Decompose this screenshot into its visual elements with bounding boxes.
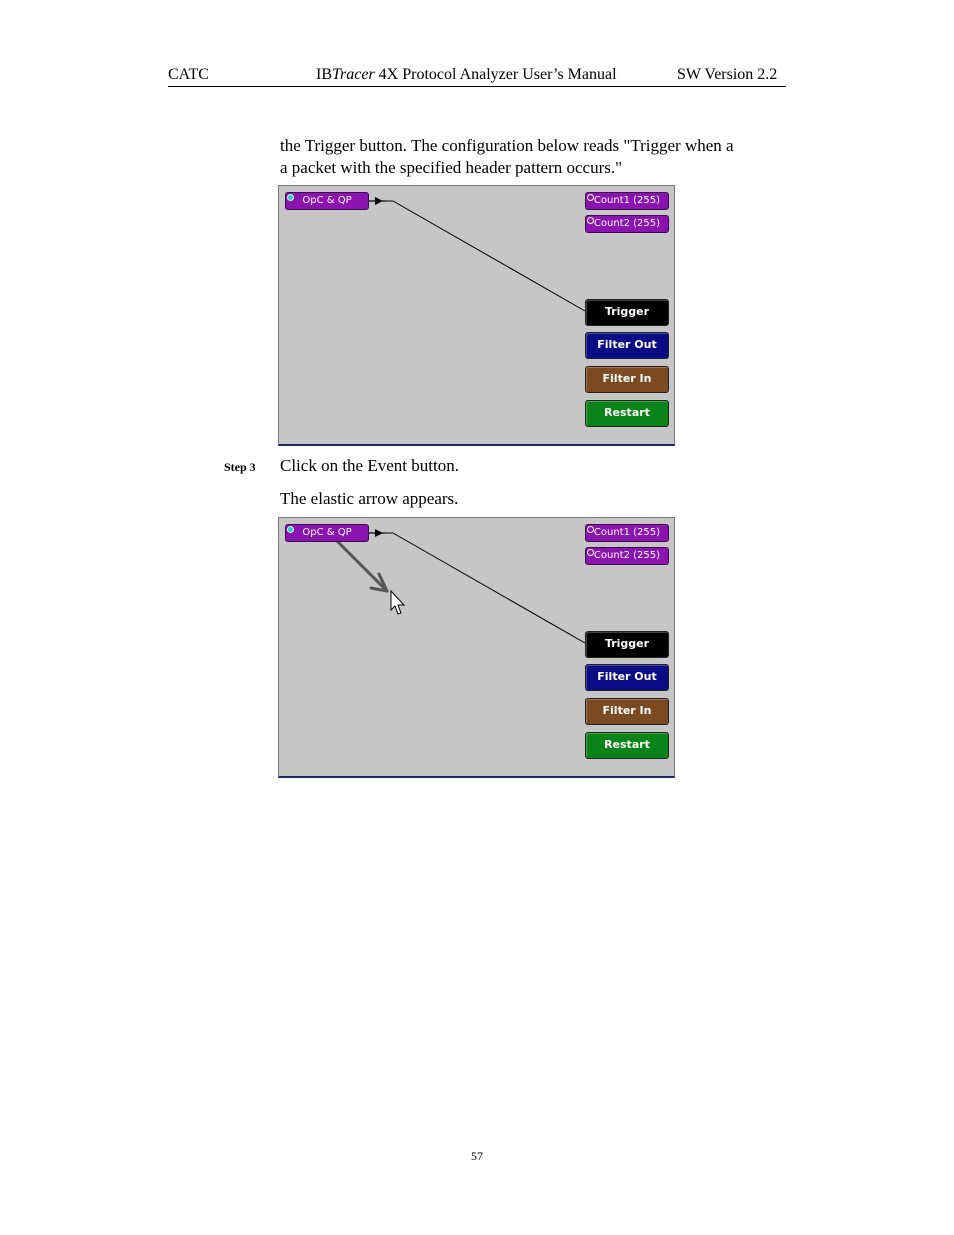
counter-indicator-icon [587, 217, 594, 224]
filter-out-button[interactable]: Filter Out [585, 664, 669, 691]
trigger-config-screenshot [278, 185, 675, 446]
step-instruction: Click on the Event button. [280, 456, 459, 475]
header-title-suffix: 4X Protocol Analyzer User’s Manual [374, 66, 617, 83]
counter-label: Count1 (255) [593, 527, 661, 538]
trigger-button[interactable]: Trigger [585, 299, 669, 326]
mouse-pointer-icon [391, 591, 404, 614]
event-node-indicator-icon [287, 526, 294, 533]
counter-indicator-icon [587, 549, 594, 556]
header-title-italic: Tracer [332, 66, 375, 83]
filter-in-button[interactable]: Filter In [585, 698, 669, 725]
event-node-label: OpC & QP [302, 527, 352, 538]
trigger-button[interactable]: Trigger [585, 631, 669, 658]
header-left: CATC [168, 66, 209, 83]
counter-node-count2[interactable] [585, 547, 669, 565]
header-title-prefix: IB [316, 66, 332, 83]
counter-node-count1[interactable] [585, 524, 669, 542]
counter-label: Count1 (255) [593, 195, 661, 206]
event-node-opc-qp[interactable] [285, 192, 369, 210]
header-right: SW Version 2.2 [677, 66, 778, 83]
filter-in-button[interactable]: Filter In [585, 366, 669, 393]
counter-node-count1[interactable] [585, 192, 669, 210]
filter-out-button[interactable]: Filter Out [585, 332, 669, 359]
intro-line-1: the Trigger button. The configuration below reads "Trigger when a [280, 136, 734, 155]
header-title [316, 66, 617, 84]
page-number: 57 [471, 1149, 483, 1163]
elastic-arrow-icon [337, 541, 387, 591]
step-label: Step 3 [224, 460, 256, 474]
step-result: The elastic arrow appears. [280, 489, 459, 508]
counter-indicator-icon [587, 194, 594, 201]
restart-button[interactable]: Restart [585, 732, 669, 759]
counter-label: Count2 (255) [593, 218, 661, 229]
counter-node-count2[interactable] [585, 215, 669, 233]
counter-label: Count2 (255) [593, 550, 661, 561]
counter-indicator-icon [587, 526, 594, 533]
header-rule [168, 86, 786, 87]
event-node-opc-qp[interactable] [285, 524, 369, 542]
event-node-indicator-icon [287, 194, 294, 201]
elastic-arrow-screenshot [278, 517, 675, 778]
restart-button[interactable]: Restart [585, 400, 669, 427]
intro-line-2: a packet with the specified header pattern occurs." [280, 158, 623, 177]
event-node-label: OpC & QP [302, 195, 352, 206]
